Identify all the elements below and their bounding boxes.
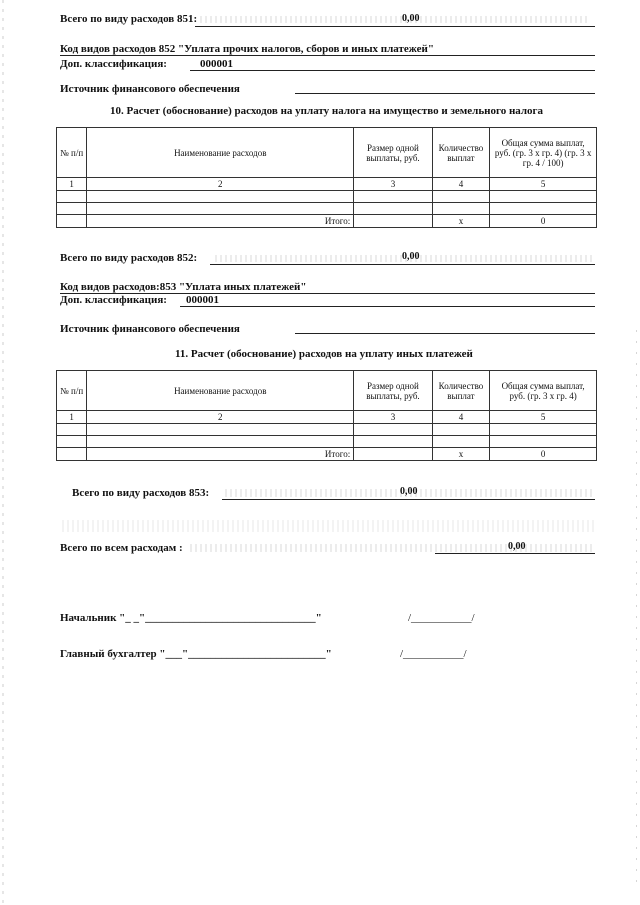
table-row bbox=[57, 436, 597, 448]
table-row bbox=[57, 424, 597, 436]
total-quantity: х bbox=[432, 448, 490, 461]
grand-total-label: Всего по всем расходам : bbox=[60, 542, 183, 554]
col-number: 5 bbox=[490, 178, 597, 191]
signature-chief: Начальник "_ _"_______________________________" bbox=[60, 612, 322, 624]
table-total-row bbox=[57, 215, 597, 228]
expense-code-852: Код видов расходов 852 "Уплата прочих налогов, сборов и иных платежей" bbox=[60, 43, 434, 55]
table-total-row bbox=[57, 448, 597, 461]
funding-source-label-853: Источник финансового обеспечения bbox=[60, 323, 240, 335]
funding-source-label-852: Источник финансового обеспечения bbox=[60, 83, 240, 95]
total-851-amount: 0,00 bbox=[402, 13, 420, 24]
classification-label-853: Доп. классификация: bbox=[60, 294, 167, 306]
col-number: 1 bbox=[57, 411, 87, 424]
classification-value-852: 000001 bbox=[200, 58, 233, 70]
expense-code-853: Код видов расходов:853 "Уплата иных платежей" bbox=[60, 281, 307, 293]
col-number: 3 bbox=[354, 411, 432, 424]
total-label: Итого: bbox=[87, 448, 354, 461]
total-852-label: Всего по виду расходов 852: bbox=[60, 252, 198, 264]
table-row bbox=[57, 191, 597, 203]
total-853-amount: 0,00 bbox=[400, 486, 418, 497]
col-number: 5 bbox=[490, 411, 597, 424]
signature-accountant-slash: /___________/ bbox=[400, 648, 467, 660]
col-header-name: Наименование расходов bbox=[87, 371, 354, 411]
table10-title: 10. Расчет (обоснование) расходов на уплату налога на имущество и земельного налога bbox=[110, 105, 544, 117]
scan-noise bbox=[190, 544, 595, 552]
col-header-total: Общая сумма выплат, руб. (гр. 3 х гр. 4) bbox=[490, 371, 597, 411]
col-number: 2 bbox=[87, 411, 354, 424]
total-sum: 0 bbox=[490, 448, 597, 461]
scan-edge bbox=[2, 0, 4, 905]
col-number: 3 bbox=[354, 178, 432, 191]
grand-total-amount: 0,00 bbox=[508, 541, 526, 552]
col-header-num: № п/п bbox=[57, 128, 87, 178]
col-header-unit-payment: Размер одной выплаты, руб. bbox=[354, 371, 432, 411]
col-header-unit-payment: Размер одной выплаты, руб. bbox=[354, 128, 432, 178]
table-10 bbox=[56, 127, 597, 228]
signature-accountant: Главный бухгалтер "___"_________________________" bbox=[60, 648, 332, 660]
classification-label-852: Доп. классификация: bbox=[60, 58, 167, 70]
col-header-name: Наименование расходов bbox=[87, 128, 354, 178]
scan-edge-right bbox=[636, 330, 637, 890]
scan-noise bbox=[200, 16, 590, 23]
col-header-quantity: Количество выплат bbox=[432, 128, 490, 178]
total-851-label: Всего по виду расходов 851: bbox=[60, 13, 198, 25]
scan-noise bbox=[62, 520, 597, 532]
col-number: 1 bbox=[57, 178, 87, 191]
table-row bbox=[57, 203, 597, 215]
col-number: 4 bbox=[432, 178, 490, 191]
classification-value-853: 000001 bbox=[186, 294, 219, 306]
col-header-total: Общая сумма выплат, руб. (гр. 3 х гр. 4) (гр. 3 х гр. 4 / 100) bbox=[490, 128, 597, 178]
col-header-num: № п/п bbox=[57, 371, 87, 411]
total-label: Итого: bbox=[87, 215, 354, 228]
signature-chief-slash: /___________/ bbox=[408, 612, 475, 624]
col-header-quantity: Количество выплат bbox=[432, 371, 490, 411]
col-number: 4 bbox=[432, 411, 490, 424]
table-11 bbox=[56, 370, 597, 461]
col-number: 2 bbox=[87, 178, 354, 191]
total-sum: 0 bbox=[490, 215, 597, 228]
total-quantity: х bbox=[432, 215, 490, 228]
table11-title: 11. Расчет (обоснование) расходов на уплату иных платежей bbox=[175, 348, 473, 360]
total-852-amount: 0,00 bbox=[402, 251, 420, 262]
total-853-label: Всего по виду расходов 853: bbox=[72, 487, 210, 499]
